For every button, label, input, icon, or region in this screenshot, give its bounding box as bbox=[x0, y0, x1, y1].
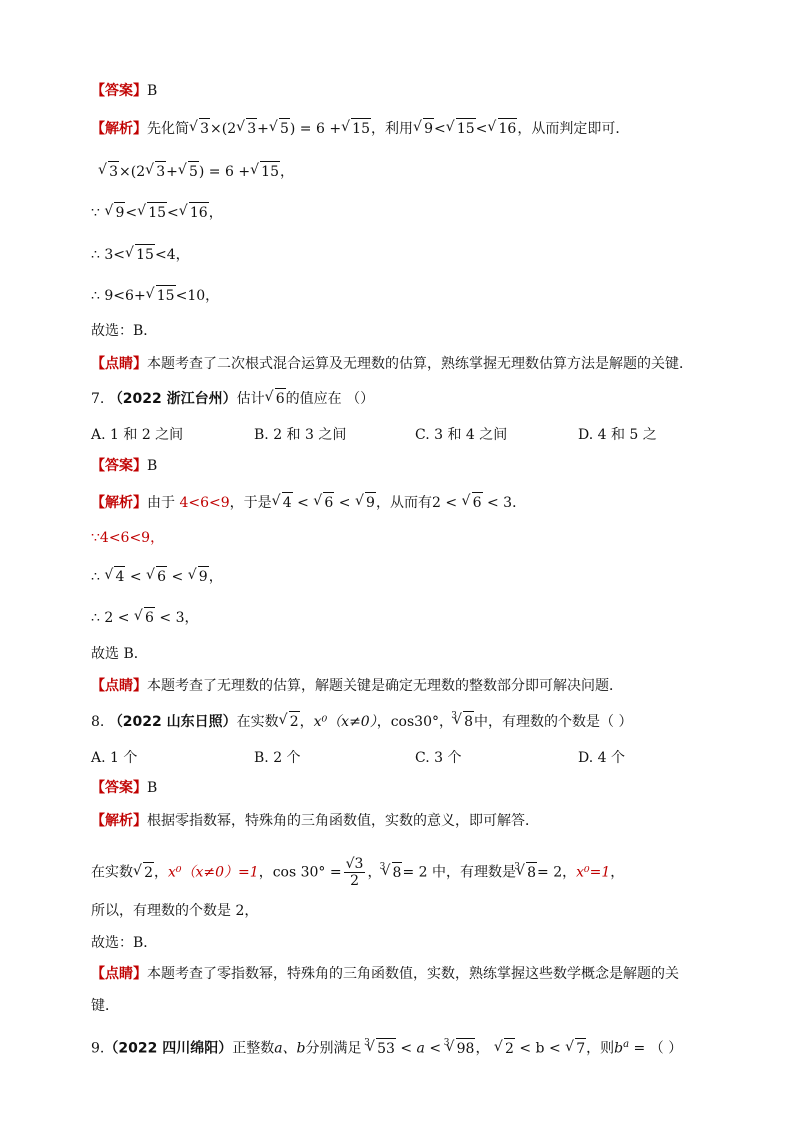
q8-count: 所以，有理数的个数是 2， bbox=[91, 903, 259, 919]
q7-option-c: C. 3 和 4 之间 bbox=[415, 427, 508, 443]
q8-option-c: C. 3 个 bbox=[415, 750, 462, 766]
q7-option-b: B. 2 和 3 之间 bbox=[254, 427, 347, 443]
q6-analysis-line: 【解析】先化简√ 3×(2√ 3+√ 5) = 6 +√ 15，利用√ 9<√ 15<√ 16，从而判定即可． bbox=[91, 118, 629, 139]
q8-comment-line-2: 键． bbox=[91, 998, 119, 1014]
answer-tag: 【答案】 bbox=[91, 458, 147, 474]
q7-analysis-line: 【解析】由于 4<6<9，于是√ 4 < √ 6 < √ 9，从而有2 < √ 6 < 3． bbox=[91, 492, 526, 513]
radical: √ 6 bbox=[462, 492, 483, 513]
radical: √ 15 bbox=[250, 161, 280, 182]
radical: √ 9 bbox=[188, 566, 209, 587]
radical: √ 5 bbox=[269, 118, 290, 139]
q8-conclusion: 故选：B． bbox=[91, 935, 158, 951]
analysis-tag: 【解析】 bbox=[91, 121, 147, 137]
q7-stem: 7. （2022 浙江台州）估计√ 6的值应在 （） bbox=[91, 388, 374, 409]
radical: √ 16 bbox=[487, 118, 517, 139]
radical: √ 16 bbox=[179, 202, 209, 223]
cube-root: √ 3 8 bbox=[516, 862, 537, 883]
answer-value: B bbox=[147, 83, 158, 99]
radical: √ 9 bbox=[104, 202, 125, 223]
q8-option-b: B. 2 个 bbox=[254, 750, 301, 766]
q6-step-3: ∴ 3<√ 15<4， bbox=[91, 244, 190, 265]
q6-step-2: ∵ √ 9<√ 15<√ 16， bbox=[91, 202, 223, 223]
fraction: $\frac{√3}{2}$ bbox=[345, 856, 364, 889]
radical: √ 6 bbox=[146, 566, 167, 587]
radical: √ 2 bbox=[279, 711, 300, 732]
analysis-tag: 【解析】 bbox=[91, 495, 147, 511]
question-source: （2022 四川绵阳） bbox=[104, 1040, 233, 1057]
radical: √ 2 bbox=[133, 862, 154, 883]
q7-step-3: ∴ 2 < √ 6 < 3， bbox=[91, 607, 198, 628]
answer-tag: 【答案】 bbox=[91, 83, 147, 99]
analysis-tag: 【解析】 bbox=[91, 813, 147, 829]
radical: √ 3 bbox=[145, 161, 166, 182]
q7-comment-line: 【点睛】本题考查了无理数的估算，解题关键是确定无理数的整数部分即可解决问题． bbox=[91, 678, 623, 694]
radical: √ 6 bbox=[134, 607, 155, 628]
q8-option-d: D. 4 个 bbox=[578, 750, 625, 766]
question-source: （2022 浙江台州） bbox=[108, 391, 237, 407]
q7-conclusion: 故选 B． bbox=[91, 646, 148, 662]
radical: √ 15 bbox=[146, 285, 176, 306]
radical: √ 3 bbox=[189, 118, 210, 139]
radical: √ 9 bbox=[413, 118, 434, 139]
q8-answer-line bbox=[91, 778, 157, 798]
cube-root: √ 3 53 bbox=[366, 1038, 396, 1059]
radical: √ 6 bbox=[265, 388, 286, 409]
q8-comment-line: 【点睛】本题考查了零指数幂，特殊角的三角函数值，实数，熟练掌握这些数学概念是解题的关 bbox=[91, 966, 679, 982]
cube-root: √ 3 98 bbox=[446, 1038, 476, 1059]
q6-step-4: ∴ 9<6+√ 15<10， bbox=[91, 285, 219, 306]
q8-analysis-line: 【解析】根据零指数幂，特殊角的三角函数值，实数的意义，即可解答． bbox=[91, 813, 539, 829]
radical: √ 2 bbox=[494, 1038, 515, 1059]
q8-stem: 8. （2022 山东日照）在实数√ 2，x⁰（x≠0），cos30°， √ 3 8中，有理数的个数是（ ） bbox=[91, 711, 632, 732]
radical: √ 15 bbox=[125, 244, 155, 265]
radical: √ 9 bbox=[355, 492, 376, 513]
comment-tag: 【点睛】 bbox=[91, 678, 147, 694]
q6-comment-line: 【点睛】本题考查了二次根式混合运算及无理数的估算，熟练掌握无理数估算方法是解题的关键． bbox=[91, 356, 693, 372]
answer-value: B bbox=[147, 780, 158, 796]
comment-tag: 【点睛】 bbox=[91, 356, 147, 372]
radical: √ 15 bbox=[341, 118, 371, 139]
q6-conclusion: 故选：B． bbox=[91, 323, 158, 339]
radical: √ 15 bbox=[137, 202, 167, 223]
q7-option-d: D. 4 和 5 之 bbox=[578, 427, 657, 443]
radical: √ 4 bbox=[104, 566, 125, 587]
radical: √ 15 bbox=[446, 118, 476, 139]
answer-value: B bbox=[147, 458, 158, 474]
q6-step-1: √ 3×(2√ 3+√ 5) = 6 +√ 15， bbox=[98, 161, 294, 182]
cube-root: √ 3 8 bbox=[453, 711, 474, 732]
q9-stem: 9.（2022 四川绵阳）正整数a、b分别满足 √ 3 53 < a < √ 3 98， √ 2 < b < √ 7，则$b^a$ = （ ） bbox=[91, 1035, 682, 1059]
radical: √ 5 bbox=[178, 161, 199, 182]
q8-option-a: A. 1 个 bbox=[91, 750, 138, 766]
q7-option-a: A. 1 和 2 之间 bbox=[91, 427, 184, 443]
q7-step-1: ∵4<6<9， bbox=[91, 530, 165, 546]
radical: √ 4 bbox=[272, 492, 293, 513]
q7-step-2: ∴ √ 4 < √ 6 < √ 9， bbox=[91, 566, 223, 587]
q8-computation: 在实数√ 2，x⁰（x≠0）=1，cos 30° = $\frac{√3}{2}$ ， √ 3 8= 2 中，有理数是 √ 3 8= 2，x⁰=1， bbox=[91, 856, 624, 889]
radical: √ 3 bbox=[236, 118, 257, 139]
q7-answer-line bbox=[91, 456, 157, 476]
cube-root: √ 3 8 bbox=[381, 862, 402, 883]
answer-tag: 【答案】 bbox=[91, 780, 147, 796]
comment-tag: 【点睛】 bbox=[91, 966, 147, 982]
radical: √ 3 bbox=[98, 161, 119, 182]
question-source: （2022 山东日照） bbox=[108, 714, 237, 730]
radical: √ 7 bbox=[565, 1038, 586, 1059]
radical: √ 6 bbox=[313, 492, 334, 513]
q6-answer-line bbox=[91, 81, 157, 101]
